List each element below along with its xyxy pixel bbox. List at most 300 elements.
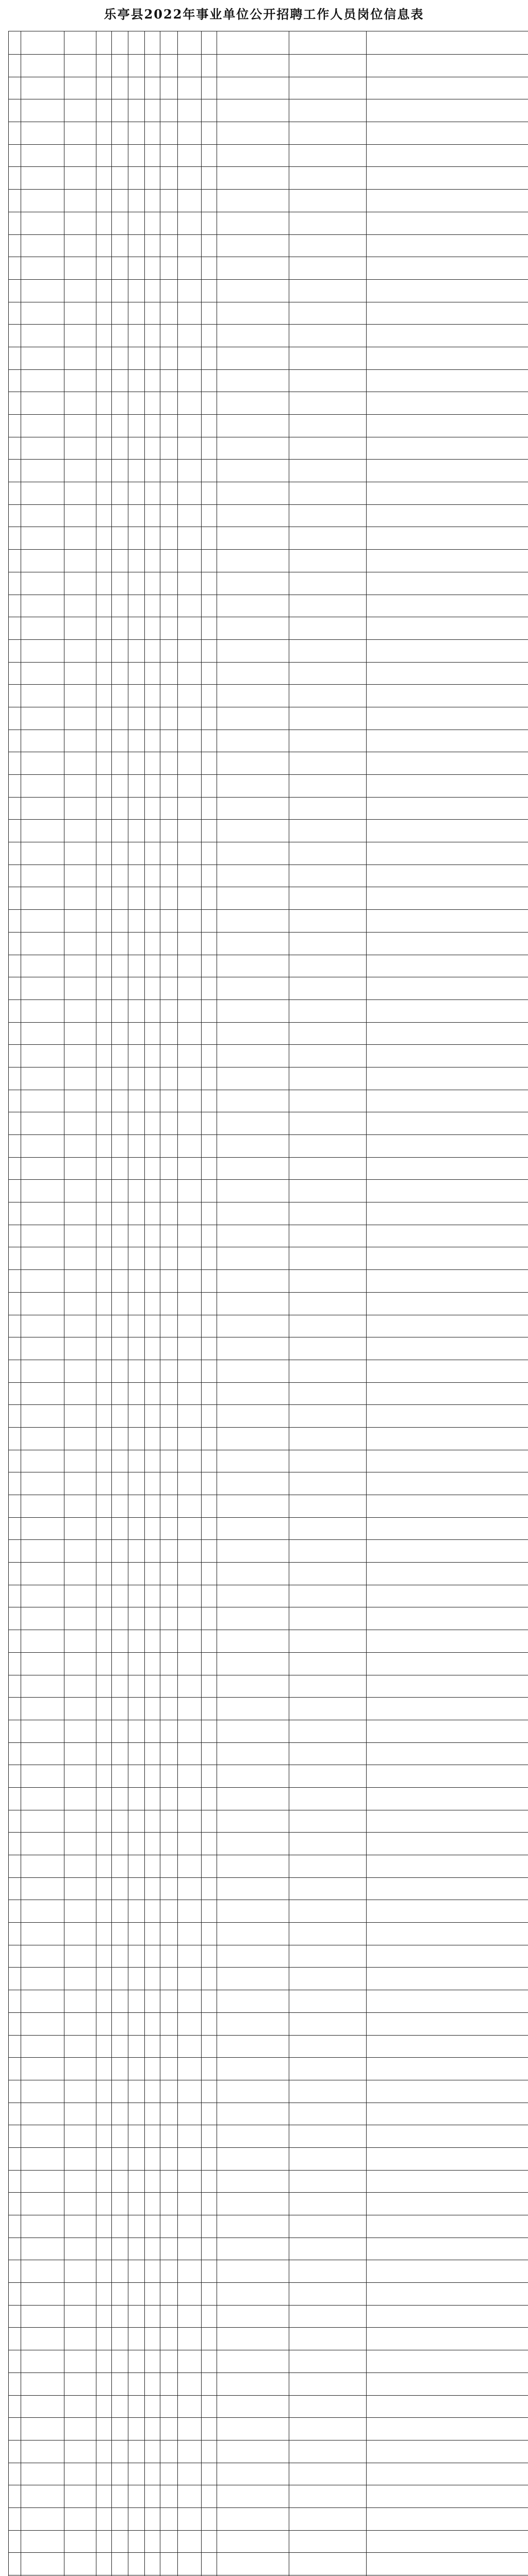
table-cell: [145, 1022, 160, 1045]
table-cell: [367, 2395, 528, 2418]
table-cell: [178, 1360, 202, 1382]
column-header: [9, 31, 21, 55]
table-cell: [289, 504, 367, 527]
table-cell: [160, 77, 178, 99]
table-cell: [21, 1765, 64, 1788]
table-cell: [112, 190, 128, 212]
table-cell: [112, 639, 128, 662]
table-cell: [202, 415, 217, 437]
table-cell: [64, 2553, 96, 2575]
table-cell: [64, 595, 96, 617]
table-cell: [9, 437, 21, 460]
table-row: [9, 2328, 528, 2350]
table-cell: [112, 842, 128, 865]
table-cell: [9, 662, 21, 685]
table-row: [9, 797, 528, 820]
table-cell: [367, 1968, 528, 1990]
table-row: [9, 122, 528, 145]
table-cell: [367, 2283, 528, 2306]
table-cell: [128, 369, 145, 392]
table-cell: [178, 144, 202, 167]
table-cell: [160, 775, 178, 798]
table-row: [9, 99, 528, 122]
table-cell: [160, 572, 178, 595]
table-cell: [64, 1450, 96, 1472]
table-cell: [202, 144, 217, 167]
table-cell: [367, 1810, 528, 1833]
table-row: [9, 1382, 528, 1405]
table-cell: [160, 1742, 178, 1765]
table-row: [9, 55, 528, 77]
table-cell: [202, 2350, 217, 2373]
table-cell: [21, 820, 64, 842]
table-cell: [112, 1990, 128, 2013]
table-cell: [217, 1517, 289, 1540]
table-cell: [202, 122, 217, 145]
table-cell: [178, 2553, 202, 2575]
table-cell: [128, 2260, 145, 2283]
table-cell: [160, 1675, 178, 1698]
table-cell: [112, 2485, 128, 2508]
table-cell: [128, 437, 145, 460]
table-cell: [21, 1563, 64, 1585]
table-cell: [9, 1675, 21, 1698]
table-cell: [289, 550, 367, 572]
table-cell: [64, 1472, 96, 1495]
table-cell: [178, 2012, 202, 2035]
table-cell: [128, 999, 145, 1022]
table-cell: [202, 1090, 217, 1112]
table-cell: [178, 999, 202, 1022]
table-cell: [145, 2553, 160, 2575]
table-cell: [128, 1247, 145, 1270]
table-cell: [217, 1855, 289, 1878]
table-row: [9, 2350, 528, 2373]
table-cell: [112, 1382, 128, 1405]
table-cell: [367, 572, 528, 595]
table-cell: [367, 2372, 528, 2395]
table-cell: [289, 1202, 367, 1225]
table-cell: [160, 2305, 178, 2328]
table-cell: [112, 144, 128, 167]
table-cell: [367, 1270, 528, 1293]
table-cell: [96, 2553, 112, 2575]
table-cell: [64, 2305, 96, 2328]
table-cell: [202, 2080, 217, 2103]
table-cell: [145, 1270, 160, 1293]
table-cell: [217, 2418, 289, 2441]
table-cell: [202, 1652, 217, 1675]
table-cell: [202, 1270, 217, 1293]
table-cell: [112, 1270, 128, 1293]
table-cell: [367, 2147, 528, 2170]
table-cell: [202, 279, 217, 302]
table-cell: [217, 2485, 289, 2508]
table-cell: [367, 2125, 528, 2148]
table-cell: [9, 2080, 21, 2103]
table-cell: [202, 2058, 217, 2080]
table-cell: [96, 302, 112, 325]
table-cell: [112, 1563, 128, 1585]
table-cell: [160, 527, 178, 550]
table-cell: [289, 257, 367, 280]
table-cell: [217, 437, 289, 460]
table-cell: [64, 2440, 96, 2463]
table-cell: [367, 685, 528, 707]
table-cell: [178, 1337, 202, 1360]
table-cell: [21, 1022, 64, 1045]
table-cell: [178, 730, 202, 752]
table-cell: [145, 257, 160, 280]
table-cell: [202, 1720, 217, 1742]
table-cell: [289, 190, 367, 212]
table-cell: [128, 1022, 145, 1045]
table-cell: [128, 752, 145, 775]
table-cell: [217, 1563, 289, 1585]
table-row: [9, 2215, 528, 2238]
table-cell: [202, 527, 217, 550]
table-cell: [64, 797, 96, 820]
table-cell: [128, 1450, 145, 1472]
table-cell: [160, 752, 178, 775]
table-cell: [128, 325, 145, 347]
table-cell: [160, 887, 178, 910]
table-row: [9, 2193, 528, 2215]
positions-table: [8, 31, 528, 2576]
table-cell: [178, 2283, 202, 2306]
table-cell: [112, 1877, 128, 1900]
table-cell: [9, 2305, 21, 2328]
table-cell: [202, 1427, 217, 1450]
table-cell: [289, 1923, 367, 1945]
table-cell: [202, 437, 217, 460]
table-cell: [160, 1315, 178, 1337]
table-cell: [9, 2350, 21, 2373]
table-cell: [202, 1517, 217, 1540]
table-cell: [217, 2328, 289, 2350]
table-cell: [96, 595, 112, 617]
table-cell: [9, 910, 21, 933]
table-cell: [217, 302, 289, 325]
table-cell: [145, 2372, 160, 2395]
table-cell: [217, 1698, 289, 1720]
table-cell: [145, 1450, 160, 1472]
table-cell: [367, 730, 528, 752]
table-cell: [367, 775, 528, 798]
table-cell: [9, 1427, 21, 1450]
table-cell: [145, 302, 160, 325]
table-cell: [96, 167, 112, 190]
table-cell: [202, 1360, 217, 1382]
table-cell: [289, 77, 367, 99]
table-cell: [9, 369, 21, 392]
table-cell: [21, 1495, 64, 1518]
table-cell: [9, 865, 21, 887]
table-cell: [21, 437, 64, 460]
table-cell: [178, 2215, 202, 2238]
table-cell: [21, 1270, 64, 1293]
table-cell: [160, 977, 178, 1000]
table-row: [9, 752, 528, 775]
table-cell: [112, 1945, 128, 1968]
table-cell: [96, 1135, 112, 1158]
table-cell: [96, 1630, 112, 1653]
table-cell: [128, 190, 145, 212]
table-cell: [128, 2418, 145, 2441]
table-cell: [96, 2080, 112, 2103]
table-row: [9, 167, 528, 190]
table-cell: [289, 415, 367, 437]
table-cell: [9, 1652, 21, 1675]
table-cell: [145, 1135, 160, 1158]
table-cell: [202, 887, 217, 910]
table-cell: [217, 347, 289, 369]
table-cell: [289, 347, 367, 369]
table-cell: [367, 707, 528, 730]
table-cell: [112, 2283, 128, 2306]
table-cell: [9, 1045, 21, 1067]
table-cell: [96, 775, 112, 798]
table-cell: [202, 1742, 217, 1765]
table-cell: [9, 2372, 21, 2395]
table-cell: [9, 2530, 21, 2553]
table-cell: [21, 2215, 64, 2238]
table-cell: [96, 1045, 112, 1067]
table-cell: [160, 1360, 178, 1382]
table-cell: [128, 122, 145, 145]
table-cell: [217, 1742, 289, 1765]
table-cell: [9, 1810, 21, 1833]
table-cell: [289, 2260, 367, 2283]
table-row: [9, 1675, 528, 1698]
table-cell: [145, 1765, 160, 1788]
table-cell: [289, 2147, 367, 2170]
table-cell: [145, 1540, 160, 1563]
table-cell: [202, 977, 217, 1000]
table-cell: [217, 1652, 289, 1675]
table-cell: [9, 1202, 21, 1225]
table-cell: [21, 1833, 64, 1855]
table-cell: [96, 2238, 112, 2260]
table-cell: [178, 1180, 202, 1202]
table-cell: [128, 1810, 145, 1833]
table-cell: [64, 910, 96, 933]
table-cell: [367, 415, 528, 437]
table-cell: [9, 2170, 21, 2193]
table-cell: [289, 1270, 367, 1293]
table-cell: [178, 1157, 202, 1180]
table-cell: [202, 1495, 217, 1518]
table-cell: [178, 1810, 202, 1833]
table-cell: [289, 1720, 367, 1742]
table-cell: [160, 392, 178, 415]
table-cell: [112, 685, 128, 707]
table-cell: [112, 572, 128, 595]
table-cell: [64, 865, 96, 887]
table-cell: [178, 527, 202, 550]
table-cell: [9, 325, 21, 347]
table-cell: [160, 1787, 178, 1810]
table-cell: [289, 1833, 367, 1855]
table-cell: [112, 2507, 128, 2530]
table-cell: [145, 2305, 160, 2328]
table-cell: [128, 2350, 145, 2373]
table-cell: [96, 1090, 112, 1112]
table-cell: [202, 572, 217, 595]
table-row: [9, 1585, 528, 1607]
table-cell: [217, 1157, 289, 1180]
table-cell: [128, 1585, 145, 1607]
table-cell: [21, 527, 64, 550]
table-cell: [64, 1090, 96, 1112]
table-cell: [217, 707, 289, 730]
table-cell: [96, 1900, 112, 1923]
table-cell: [21, 2260, 64, 2283]
table-cell: [96, 1157, 112, 1180]
table-cell: [96, 190, 112, 212]
table-cell: [96, 639, 112, 662]
table-cell: [178, 504, 202, 527]
table-cell: [64, 1045, 96, 1067]
table-cell: [96, 1698, 112, 1720]
table-cell: [64, 1720, 96, 1742]
table-cell: [202, 797, 217, 820]
table-cell: [145, 1292, 160, 1315]
table-row: [9, 2372, 528, 2395]
table-cell: [21, 797, 64, 820]
table-cell: [367, 2530, 528, 2553]
table-cell: [145, 932, 160, 955]
table-cell: [217, 1090, 289, 1112]
table-cell: [367, 1698, 528, 1720]
table-cell: [367, 1923, 528, 1945]
table-cell: [178, 2328, 202, 2350]
table-cell: [367, 325, 528, 347]
table-cell: [289, 955, 367, 977]
table-cell: [202, 55, 217, 77]
table-cell: [217, 1495, 289, 1518]
table-cell: [160, 1585, 178, 1607]
table-cell: [9, 572, 21, 595]
table-cell: [128, 932, 145, 955]
table-cell: [289, 1945, 367, 1968]
table-cell: [160, 1810, 178, 1833]
table-cell: [178, 1135, 202, 1158]
table-cell: [289, 234, 367, 257]
table-cell: [9, 2328, 21, 2350]
table-cell: [217, 1045, 289, 1067]
table-cell: [178, 617, 202, 640]
table-cell: [112, 2170, 128, 2193]
table-cell: [128, 55, 145, 77]
table-cell: [112, 437, 128, 460]
table-cell: [202, 1022, 217, 1045]
table-cell: [96, 1787, 112, 1810]
table-cell: [217, 1337, 289, 1360]
table-cell: [217, 595, 289, 617]
table-cell: [21, 2530, 64, 2553]
table-cell: [112, 392, 128, 415]
table-cell: [64, 2372, 96, 2395]
table-cell: [160, 144, 178, 167]
table-cell: [112, 797, 128, 820]
table-cell: [96, 1382, 112, 1405]
table-cell: [9, 1270, 21, 1293]
table-cell: [9, 595, 21, 617]
table-cell: [21, 730, 64, 752]
table-cell: [145, 2012, 160, 2035]
table-cell: [202, 1450, 217, 1472]
table-cell: [367, 1022, 528, 1045]
table-cell: [145, 1360, 160, 1382]
table-cell: [112, 1045, 128, 1067]
table-cell: [202, 212, 217, 234]
table-cell: [145, 910, 160, 933]
table-cell: [202, 167, 217, 190]
table-cell: [64, 572, 96, 595]
table-cell: [217, 2012, 289, 2035]
table-row: [9, 2125, 528, 2148]
table-cell: [64, 55, 96, 77]
table-cell: [21, 1180, 64, 1202]
table-cell: [367, 617, 528, 640]
table-cell: [112, 865, 128, 887]
table-cell: [128, 2080, 145, 2103]
table-cell: [9, 2238, 21, 2260]
table-cell: [202, 2147, 217, 2170]
table-cell: [112, 325, 128, 347]
table-cell: [217, 730, 289, 752]
table-cell: [96, 144, 112, 167]
table-cell: [9, 1787, 21, 1810]
table-cell: [289, 775, 367, 798]
table-cell: [202, 392, 217, 415]
column-header: [289, 31, 367, 55]
table-cell: [9, 1923, 21, 1945]
table-cell: [202, 1563, 217, 1585]
table-cell: [178, 595, 202, 617]
table-cell: [202, 369, 217, 392]
table-cell: [367, 2485, 528, 2508]
table-cell: [64, 504, 96, 527]
table-cell: [202, 1607, 217, 1630]
table-cell: [21, 662, 64, 685]
table-cell: [64, 752, 96, 775]
table-cell: [64, 302, 96, 325]
table-cell: [367, 1292, 528, 1315]
table-cell: [21, 1990, 64, 2013]
table-cell: [64, 1517, 96, 1540]
table-cell: [96, 2485, 112, 2508]
table-cell: [112, 2395, 128, 2418]
table-cell: [64, 122, 96, 145]
table-row: [9, 1540, 528, 1563]
table-row: [9, 1022, 528, 1045]
table-cell: [64, 1270, 96, 1293]
table-cell: [145, 2350, 160, 2373]
table-row: [9, 2238, 528, 2260]
table-cell: [112, 1427, 128, 1450]
table-cell: [289, 2080, 367, 2103]
table-cell: [112, 1540, 128, 1563]
table-cell: [112, 1157, 128, 1180]
table-cell: [128, 1360, 145, 1382]
table-cell: [21, 2395, 64, 2418]
table-cell: [64, 617, 96, 640]
table-cell: [178, 460, 202, 482]
table-cell: [367, 1833, 528, 1855]
table-cell: [21, 77, 64, 99]
